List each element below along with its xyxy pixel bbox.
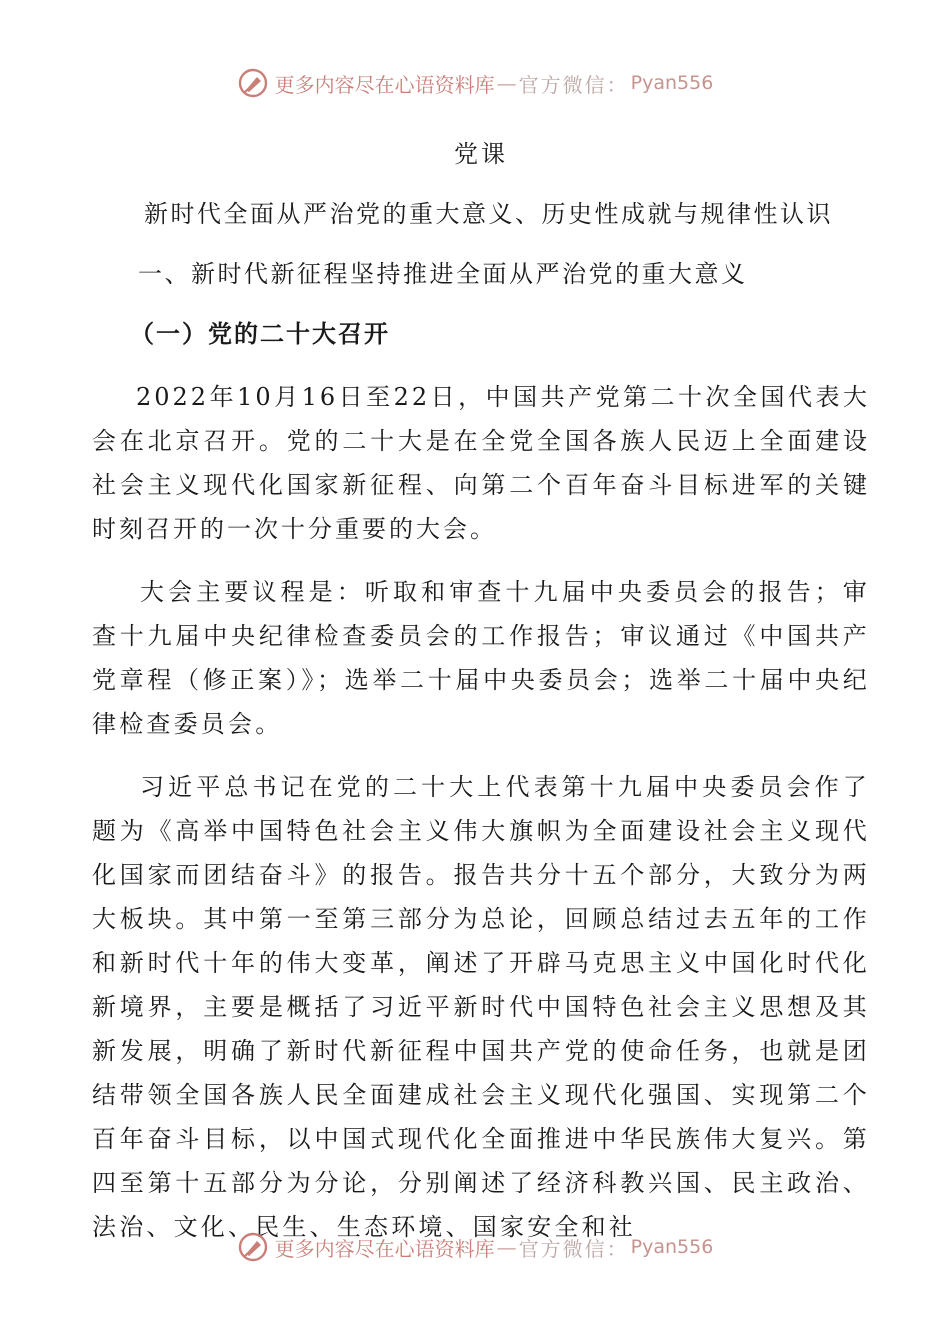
- paragraph-2: 大会主要议程是：听取和审查十九届中央委员会的报告；审查十九届中央纪律检查委员会的工作报告；审议通过《中国共产党章程（修正案）》；选举二十届中央委员会；选举二十届中央纪律检查委员会。: [92, 578, 870, 738]
- watermark-label: 官方微信：: [518, 72, 629, 97]
- doc-title: 党课: [454, 140, 508, 168]
- watermark-dash: —: [496, 71, 517, 95]
- pen-nib-logo-icon: [237, 67, 269, 99]
- watermark-dash: —: [496, 1235, 517, 1259]
- watermark-footer: [0, 1227, 950, 1267]
- section-heading-1: 一、新时代新征程坚持推进全面从严治党的重大意义: [138, 260, 748, 288]
- paragraph-3: 习近平总书记在党的二十大上代表第十九届中央委员会作了题为《高举中国特色社会主义伟大旗帜为全面建设社会主义现代化国家而团结奋斗》的报告。报告共分十五个部分，大致分为两大板块。其中第一至第三部分为总论，回顾总结过去五年的工作和新时代十年的伟大变革，阐述了开辟马克思主义中国化时代化新境界，主要是概括了习近平新时代中国特色社会主义思想及其新发展，明确了新时代新征程中国共产党的使命任务，也就是团结带领全国各族人民全面建成社会主义现代化强国、实现第二个百年奋斗目标，以中国式现代化全面推进中华民族伟大复兴。第四至第十五部分为分论，分别阐述了经济科教兴国、民主政治、法治、文化、民生、生态环境、国家安全和社: [92, 773, 870, 1241]
- watermark-header: [0, 63, 950, 103]
- watermark-id: Pyan556: [630, 72, 714, 94]
- pen-nib-logo-icon: [237, 1231, 269, 1263]
- watermark-brand: 更多内容尽在心语资料库: [274, 1236, 495, 1261]
- watermark-brand: 更多内容尽在心语资料库: [274, 72, 495, 97]
- watermark-id: Pyan556: [630, 1236, 714, 1258]
- watermark-label: 官方微信：: [518, 1236, 629, 1261]
- paragraph-1: 2022年10月16日至22日，中国共产党第二十次全国代表大会在北京召开。党的二十大是在全党全国各族人民迈上全面建设社会主义现代化国家新征程、向第二个百年奋斗目标进军的关键时刻召开的一次十分重要的大会。: [92, 383, 870, 543]
- doc-subtitle: 新时代全面从严治党的重大意义、历史性成就与规律性认识: [144, 200, 833, 228]
- document-body: [92, 130, 870, 1249]
- subsection-heading-1: （一）党的二十大召开: [130, 320, 390, 348]
